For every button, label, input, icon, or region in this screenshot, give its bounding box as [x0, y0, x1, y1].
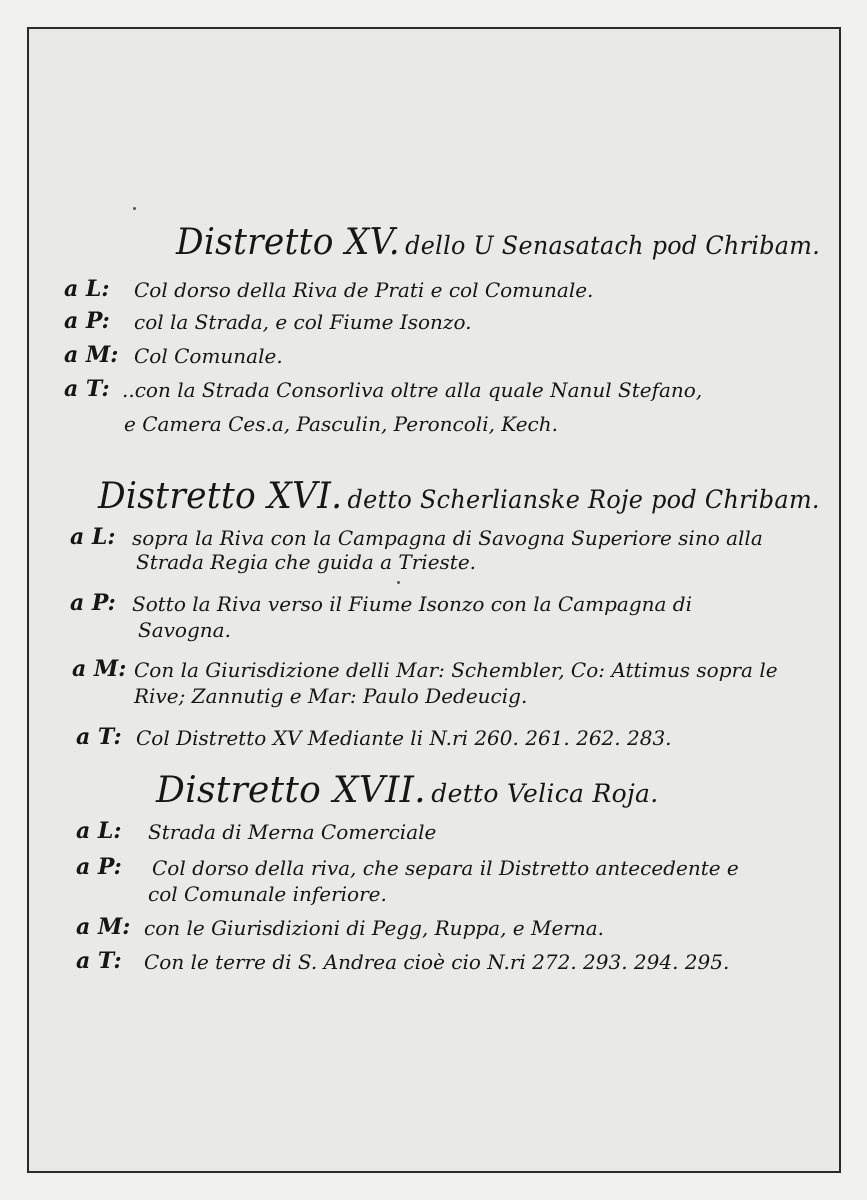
boundary-text: Col Distretto XV Mediante li N.ri 260. 261. 262. 283. — [136, 726, 672, 750]
boundary-text-continued: e Camera Ces.a, Pasculin, Peroncoli, Kech. — [124, 412, 558, 436]
boundary-text: ..con la Strada Consorliva oltre alla quale Nanul Stefano, — [122, 378, 703, 402]
boundary-text: Sotto la Riva verso il Fiume Isonzo con la Campagna di — [132, 592, 693, 616]
section-heading — [156, 770, 658, 811]
section-heading-main: Distretto XV. — [176, 222, 401, 263]
boundary-text: Strada di Merna Comerciale — [148, 820, 437, 844]
boundary-key: a P: — [64, 308, 110, 334]
boundary-text: con le Giurisdizioni di Pegg, Ruppa, e Merna. — [144, 916, 605, 940]
boundary-text-continued: Strada Regia che guida a Trieste. — [136, 550, 477, 574]
boundary-key: a M: — [64, 342, 119, 368]
section-heading-rest: detto Scherlianske Roje pod Chribam. — [347, 485, 820, 514]
boundary-text: Con la Giurisdizione delli Mar: Schembler, Co: Attimus sopra le — [134, 658, 778, 682]
boundary-text-continued: col Comunale inferiore. — [148, 882, 387, 906]
boundary-key: a P: — [70, 590, 116, 616]
ink-speck — [397, 581, 400, 584]
boundary-key: a T: — [64, 376, 110, 402]
boundary-text: Col Comunale. — [134, 344, 283, 368]
boundary-key: a L: — [70, 524, 116, 550]
boundary-key: a T: — [76, 948, 122, 974]
section-heading-rest: dello U Senasatach pod Chribam. — [405, 231, 821, 260]
boundary-key: a T: — [76, 724, 122, 750]
boundary-text-continued: Rive; Zannutig e Mar: Paulo Dedeucig. — [134, 684, 528, 708]
boundary-key: a L: — [76, 818, 122, 844]
section-heading-rest: detto Velica Roja. — [431, 779, 659, 808]
boundary-text: sopra la Riva con la Campagna di Savogna Superiore sino alla — [132, 526, 763, 550]
section-heading — [98, 476, 820, 517]
boundary-key: a L: — [64, 276, 110, 302]
boundary-text-continued: Savogna. — [138, 618, 231, 642]
section-heading-main: Distretto XVI. — [98, 476, 343, 517]
boundary-text: Col dorso della riva, che separa il Distretto antecedente e — [152, 856, 739, 880]
boundary-key: a M: — [76, 914, 131, 940]
boundary-text: col la Strada, e col Fiume Isonzo. — [134, 310, 472, 334]
ink-speck — [133, 207, 136, 210]
section-heading-main: Distretto XVII. — [156, 770, 426, 811]
boundary-text: Col dorso della Riva de Prati e col Comunale. — [134, 278, 594, 302]
boundary-text: Con le terre di S. Andrea cioè cio N.ri 272. 293. 294. 295. — [144, 950, 730, 974]
boundary-key: a P: — [76, 854, 122, 880]
section-heading — [176, 222, 820, 263]
boundary-key: a M: — [72, 656, 127, 682]
